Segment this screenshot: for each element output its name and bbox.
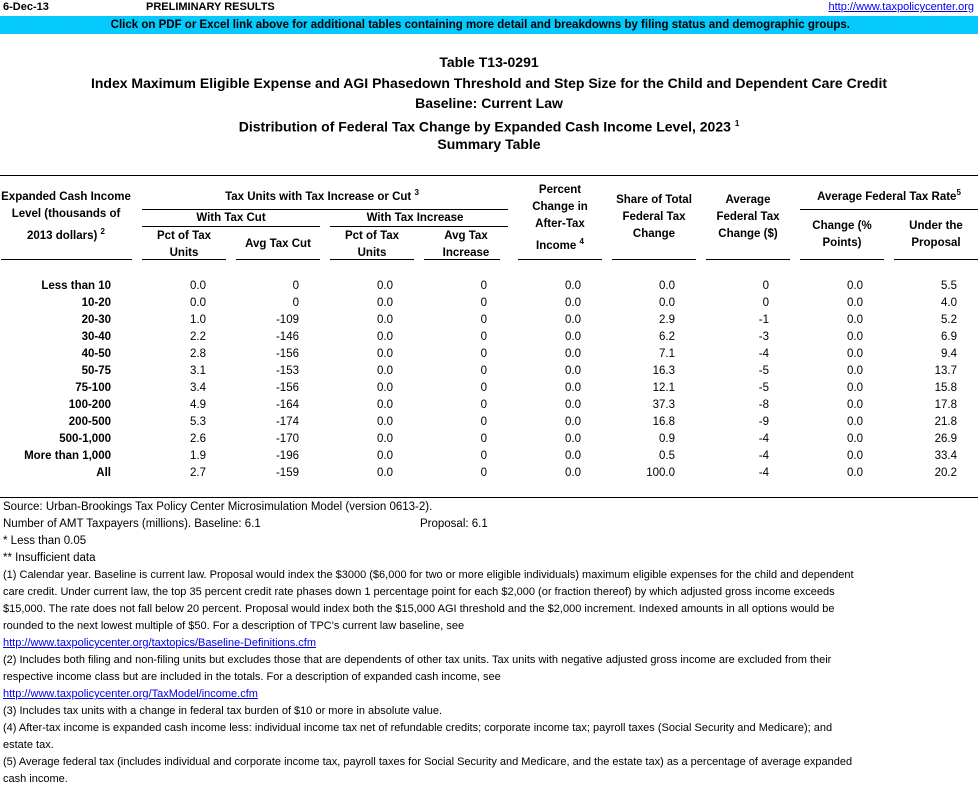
rule-mid-2 xyxy=(500,226,508,227)
cell-inc-pct: 0.0 xyxy=(377,467,393,479)
cell-avg-change: -4 xyxy=(758,348,769,360)
cell-share: 100.0 xyxy=(646,467,675,479)
header-income-level: Expanded Cash Income Level (thousands of 2013 dollars) $^2$ xyxy=(1,191,131,242)
header-inc-pct: Pct of Tax Units xyxy=(344,230,400,259)
cell-pct-change: 0.0 xyxy=(565,467,581,479)
cell-rate: 4.0 xyxy=(941,297,957,309)
cell-inc-avg: 0 xyxy=(480,467,487,479)
cell-share: 2.9 xyxy=(659,314,675,326)
cell-avg-change: -9 xyxy=(758,416,769,428)
row-label: More than 1,000 xyxy=(24,450,111,462)
rule-cut-avg xyxy=(236,259,320,260)
cell-pct-change: 0.0 xyxy=(565,416,581,428)
cell-avg-change: -1 xyxy=(758,314,769,326)
cell-pct-change: 0.0 xyxy=(565,280,581,292)
cell-cut-avg: -109 xyxy=(275,314,299,326)
report-date: 6-Dec-13 xyxy=(3,1,49,13)
cell-cut-avg: 0 xyxy=(292,297,299,309)
rule-rate-group xyxy=(800,209,978,210)
cell-share: 12.1 xyxy=(652,382,675,394)
cell-rate-change: 0.0 xyxy=(847,467,863,479)
row-label: 100-200 xyxy=(68,399,111,411)
cell-avg-change: -4 xyxy=(758,433,769,445)
cell-pct-change: 0.0 xyxy=(565,331,581,343)
distribution-title: Distribution of Federal Tax Change by Expanded Cash Income Level, 2023 $^1$ xyxy=(238,118,740,135)
cell-cut-pct: 5.3 xyxy=(190,416,206,428)
header-with-tax-cut: With Tax Cut xyxy=(196,212,266,224)
cell-cut-avg: -174 xyxy=(275,416,299,428)
table-id: Table T13-0291 xyxy=(439,54,539,70)
cell-cut-pct: 1.9 xyxy=(190,450,206,462)
header-share: Share of Total Federal Tax Change xyxy=(616,194,692,240)
cell-share: 0.0 xyxy=(659,280,675,292)
rule-with-cut xyxy=(142,226,320,227)
cell-inc-avg: 0 xyxy=(480,433,487,445)
insufficient-note: ** Insufficient data xyxy=(3,552,96,564)
cell-rate: 13.7 xyxy=(934,365,957,377)
cell-inc-pct: 0.0 xyxy=(377,399,393,411)
cell-cut-pct: 0.0 xyxy=(190,280,206,292)
cell-rate-change: 0.0 xyxy=(847,382,863,394)
cell-cut-pct: 3.1 xyxy=(190,365,206,377)
rule-pct-change xyxy=(518,259,602,260)
header-tax-units-group: Tax Units with Tax Increase or Cut $^3$ xyxy=(225,188,419,203)
cell-inc-avg: 0 xyxy=(480,365,487,377)
rule-mid-1 xyxy=(500,209,508,210)
cell-rate: 9.4 xyxy=(941,348,957,360)
cell-cut-pct: 4.9 xyxy=(190,399,206,411)
cell-avg-change: -5 xyxy=(758,382,769,394)
cell-pct-change: 0.0 xyxy=(565,314,581,326)
cell-cut-avg: -159 xyxy=(275,467,299,479)
cell-pct-change: 0.0 xyxy=(565,399,581,411)
cell-share: 6.2 xyxy=(659,331,675,343)
cell-inc-pct: 0.0 xyxy=(377,433,393,445)
cell-avg-change: -4 xyxy=(758,467,769,479)
cell-inc-pct: 0.0 xyxy=(377,297,393,309)
cell-inc-pct: 0.0 xyxy=(377,382,393,394)
cell-avg-change: 0 xyxy=(762,297,769,309)
cell-cut-pct: 2.8 xyxy=(190,348,206,360)
cell-rate: 21.8 xyxy=(934,416,957,428)
row-label: 200-500 xyxy=(68,416,111,428)
cell-rate-change: 0.0 xyxy=(847,433,863,445)
cell-inc-avg: 0 xyxy=(480,450,487,462)
summary-title: Summary Table xyxy=(437,136,541,152)
cell-pct-change: 0.0 xyxy=(565,433,581,445)
cell-inc-avg: 0 xyxy=(480,314,487,326)
cell-rate-change: 0.0 xyxy=(847,280,863,292)
rule-cut-pct xyxy=(142,259,226,260)
cell-inc-avg: 0 xyxy=(480,331,487,343)
header-cut-avg: Avg Tax Cut xyxy=(245,238,311,250)
cell-avg-change: 0 xyxy=(762,280,769,292)
cell-avg-change: -5 xyxy=(758,365,769,377)
cell-inc-avg: 0 xyxy=(480,416,487,428)
cell-inc-pct: 0.0 xyxy=(377,314,393,326)
header-inc-avg: Avg Tax Increase xyxy=(442,230,490,259)
footnote-5: (5) Average federal tax (includes individual and corporate income tax, payroll taxes for Social Security and Medicare, and the estate tax) as a percentage of average expanded cash income. xyxy=(3,756,853,785)
footnote-2: (2) Includes both filing and non-filing units but excludes those that are dependents of other tax units. Tax units with negative adjusted gross income are excluded from their respective income class but are included in the totals. For a description of expanded cash income, see http://www.taxpolicycenter.org/TaxModel/income.cfm xyxy=(3,654,832,700)
cell-cut-pct: 2.2 xyxy=(190,331,206,343)
cell-share: 0.9 xyxy=(659,433,675,445)
row-label: 40-50 xyxy=(81,348,111,360)
cell-inc-avg: 0 xyxy=(480,297,487,309)
cell-cut-pct: 1.0 xyxy=(190,314,206,326)
cell-inc-avg: 0 xyxy=(480,348,487,360)
cell-pct-change: 0.0 xyxy=(565,297,581,309)
row-label: 500-1,000 xyxy=(59,433,111,445)
cell-cut-pct: 0.0 xyxy=(190,297,206,309)
row-label: Less than 10 xyxy=(41,280,111,292)
cell-rate: 5.5 xyxy=(941,280,957,292)
rule-inc-pct xyxy=(330,259,414,260)
cell-pct-change: 0.0 xyxy=(565,450,581,462)
cell-inc-pct: 0.0 xyxy=(377,348,393,360)
cell-rate-change: 0.0 xyxy=(847,365,863,377)
row-label: 50-75 xyxy=(81,365,111,377)
cell-avg-change: -3 xyxy=(758,331,769,343)
cell-cut-pct: 2.6 xyxy=(190,433,206,445)
cell-cut-pct: 3.4 xyxy=(190,382,206,394)
rule-with-increase xyxy=(330,226,500,227)
cell-cut-avg: -164 xyxy=(275,399,299,411)
rule-income xyxy=(1,259,132,260)
cell-inc-pct: 0.0 xyxy=(377,416,393,428)
header-rate-change: Change (% Points) xyxy=(812,220,872,249)
amt-proposal: Proposal: 6.1 xyxy=(420,518,488,530)
cell-rate: 33.4 xyxy=(934,450,957,462)
table-titles xyxy=(0,52,978,155)
cell-rate-change: 0.0 xyxy=(847,314,863,326)
cell-cut-avg: -153 xyxy=(275,365,299,377)
cell-rate-change: 0.0 xyxy=(847,348,863,360)
header-rate-group: Average Federal Tax Rate$^5$ xyxy=(817,188,961,203)
row-label: 20-30 xyxy=(81,314,111,326)
header-rate-proposal: Under the Proposal xyxy=(909,220,963,249)
cell-inc-avg: 0 xyxy=(480,280,487,292)
cell-rate-change: 0.0 xyxy=(847,297,863,309)
cell-inc-pct: 0.0 xyxy=(377,331,393,343)
header-avg-change: Average Federal Tax Change ($) xyxy=(716,194,780,240)
rule-rate-change xyxy=(800,259,884,260)
cell-pct-change: 0.0 xyxy=(565,348,581,360)
tpc-site-link[interactable]: http://www.taxpolicycenter.org xyxy=(828,1,974,13)
rule-avg-change xyxy=(706,259,790,260)
rule-rate-proposal xyxy=(894,259,978,260)
cell-rate-change: 0.0 xyxy=(847,450,863,462)
cell-inc-avg: 0 xyxy=(480,399,487,411)
cell-rate-change: 0.0 xyxy=(847,331,863,343)
cell-cut-pct: 2.7 xyxy=(190,467,206,479)
cell-share: 7.1 xyxy=(659,348,675,360)
header-cut-pct: Pct of Tax Units xyxy=(156,230,212,259)
rule-share xyxy=(612,259,696,260)
cell-pct-change: 0.0 xyxy=(565,382,581,394)
cell-inc-avg: 0 xyxy=(480,382,487,394)
cell-inc-pct: 0.0 xyxy=(377,450,393,462)
cell-rate-change: 0.0 xyxy=(847,416,863,428)
table-bottom-rule xyxy=(0,497,978,498)
footnote-1: (1) Calendar year. Baseline is current law. Proposal would index the $3000 ($6,000 for two or more eligible individuals) maximum eligible expenses for the child and dependent care credit. Under current law, the top 35 percent credit rate phases down 1 percentage point for each $2,000 (or fraction thereof) by which adjusted gross income exceeds $15,000. The rate does not fall below 20 percent. Proposal would index both the $15,000 AGI threshold and the $2,000 increment. Indexed amounts in all options would be rounded to the next lowest multiple of $50. For a description of TPC's current law baseline, see http://www.taxpolicycenter.org/taxtopics/Baseline-Definitions.cfm xyxy=(3,569,854,649)
cell-cut-avg: -156 xyxy=(275,348,299,360)
row-label: All xyxy=(96,467,111,479)
cell-rate-change: 0.0 xyxy=(847,399,863,411)
baseline-definitions-link[interactable]: http://www.taxpolicycenter.org/taxtopics/Baseline-Definitions.cfm xyxy=(3,637,317,649)
cell-cut-avg: -196 xyxy=(275,450,299,462)
income-definition-link[interactable]: http://www.taxpolicycenter.org/TaxModel/income.cfm xyxy=(3,688,258,700)
header-pct-change: Percent Change in After-Tax Income $^4$ xyxy=(532,184,588,252)
cell-inc-pct: 0.0 xyxy=(377,365,393,377)
cell-cut-avg: -146 xyxy=(275,331,299,343)
row-label: 30-40 xyxy=(81,331,111,343)
preliminary-label: PRELIMINARY RESULTS xyxy=(146,1,275,13)
cell-share: 0.5 xyxy=(659,450,675,462)
source-note: Source: Urban-Brookings Tax Policy Center Microsimulation Model (version 0613-2). xyxy=(3,501,433,513)
cell-avg-change: -4 xyxy=(758,450,769,462)
cell-rate: 5.2 xyxy=(941,314,957,326)
footnote-3: (3) Includes tax units with a change in federal tax burden of $10 or more in absolute value. xyxy=(3,705,443,717)
baseline-title: Baseline: Current Law xyxy=(415,95,563,111)
cell-rate: 15.8 xyxy=(934,382,957,394)
cell-inc-pct: 0.0 xyxy=(377,280,393,292)
cell-cut-avg: -156 xyxy=(275,382,299,394)
table-top-rule xyxy=(0,175,978,176)
cell-rate: 26.9 xyxy=(934,433,957,445)
cell-cut-avg: 0 xyxy=(292,280,299,292)
cell-rate: 17.8 xyxy=(934,399,957,411)
header-with-tax-increase: With Tax Increase xyxy=(366,212,464,224)
table-subtitle: Index Maximum Eligible Expense and AGI Phasedown Threshold and Step Size for the Child and Dependent Care Credit xyxy=(90,74,888,91)
row-label: 75-100 xyxy=(75,382,111,394)
info-banner: Click on PDF or Excel link above for additional tables containing more detail and breakdowns by filing status and demographic groups. xyxy=(0,16,978,34)
cell-share: 16.3 xyxy=(652,365,675,377)
row-label: 10-20 xyxy=(81,297,111,309)
less-than-note: * Less than 0.05 xyxy=(3,535,87,547)
cell-rate: 6.9 xyxy=(941,331,957,343)
cell-pct-change: 0.0 xyxy=(565,365,581,377)
footnote-4: (4) After-tax income is expanded cash income less: individual income tax net of refundable credits; corporate income tax; payroll taxes (Social Security and Medicare); and estate tax. xyxy=(3,722,833,751)
amt-baseline: Number of AMT Taxpayers (millions). Baseline: 6.1 xyxy=(3,518,261,530)
cell-rate: 20.2 xyxy=(934,467,957,479)
rule-inc-avg xyxy=(424,259,500,260)
cell-share: 16.8 xyxy=(652,416,675,428)
cell-share: 37.3 xyxy=(652,399,675,411)
cell-share: 0.0 xyxy=(659,297,675,309)
top-bar xyxy=(0,0,978,14)
cell-avg-change: -8 xyxy=(758,399,769,411)
cell-cut-avg: -170 xyxy=(275,433,299,445)
